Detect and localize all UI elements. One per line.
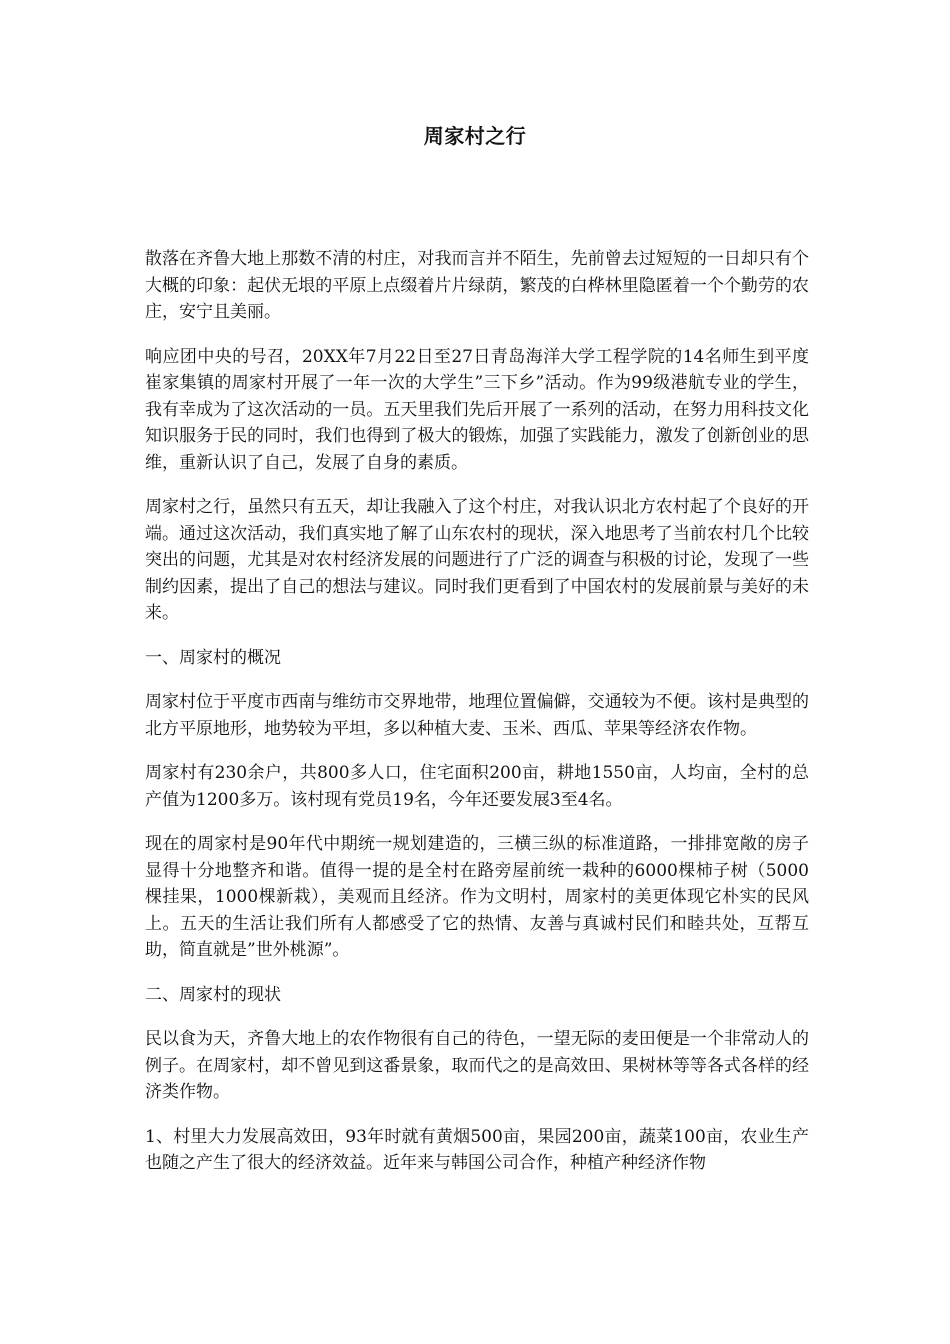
paragraph-population: 周家村有230余户，共800多人口，住宅面积200亩，耕地1550亩，人均亩，全村的总产值为1200多万。该村现有党员19名，今年还要发展3至4名。 — [145, 763, 809, 810]
section-heading-status: 二、周家村的现状 — [145, 984, 281, 1005]
paragraph-village-layout: 现在的周家村是90年代中期统一规划建造的，三横三纵的标准道路，一排排宽敞的房子显得十分地整齐和谐。值得一提的是全村在路旁屋前统一栽种的6000棵柿子树（5000棵挂果，1000棵新栽），美观而且经济。作为文明村，周家村的美更体现它朴实的民风上。五天的生活让我们所有人都感受了它的热情、友善与真诚村民们和睦共处，互帮互助，简直就是”世外桃源”。 — [145, 834, 809, 960]
paragraph-high-yield-fields: 1、村里大力发展高效田，93年时就有黄烟500亩，果园200亩，蔬菜100亩，农业生产也随之产生了很大的经济效益。近年来与韩国公司合作，种植产种经济作物 — [145, 1126, 809, 1173]
paragraph-activity: 响应团中央的号召，20XX年7月22日至27日青岛海洋大学工程学院的14名师生到平度崔家集镇的周家村开展了一年一次的大学生”三下乡”活动。作为99级港航专业的学生，我有幸成为了这次活动的一员。五天里我们先后开展了一系列的活动，在努力用科技文化知识服务于民的同时，我们也得到了极大的锻炼，加强了实践能力，激发了创新创业的思维，重新认识了自己，发展了自身的素质。 — [145, 346, 809, 473]
document-body — [145, 246, 809, 1195]
paragraph-location: 周家村位于平度市西南与维纺市交界地带，地理位置偏僻，交通较为不便。该村是典型的北方平原地形，地势较为平坦，多以种植大麦、玉米、西瓜、苹果等经济农作物。 — [145, 692, 809, 739]
paragraph-crops: 民以食为天，齐鲁大地上的农作物很有自己的待色，一望无际的麦田便是一个非常动人的例子。在周家村，却不曾见到这番景象，取而代之的是高效田、果树林等等各式各样的经济类作物。 — [145, 1029, 809, 1102]
paragraph-reflection: 周家村之行，虽然只有五天，却让我融入了这个村庄，对我认识北方农村起了个良好的开端。通过这次活动，我们真实地了解了山东农村的现状，深入地思考了当前农村几个比较突出的问题，尤其是对农村经济发展的问题进行了广泛的调查与积极的讨论，发现了一些制约因素，提出了自己的想法与建议。同时我们更看到了中国农村的发展前景与美好的未来。 — [145, 497, 809, 623]
document-title: 周家村之行 — [423, 124, 527, 148]
paragraph-intro: 散落在齐鲁大地上那数不清的村庄，对我而言并不陌生，先前曾去过短短的一日却只有个大概的印象：起伏无垠的平原上点缀着片片绿荫，繁茂的白桦林里隐匿着一个个勤劳的农庄，安宁且美丽。 — [145, 249, 809, 322]
section-heading-overview: 一、周家村的概况 — [145, 647, 281, 668]
